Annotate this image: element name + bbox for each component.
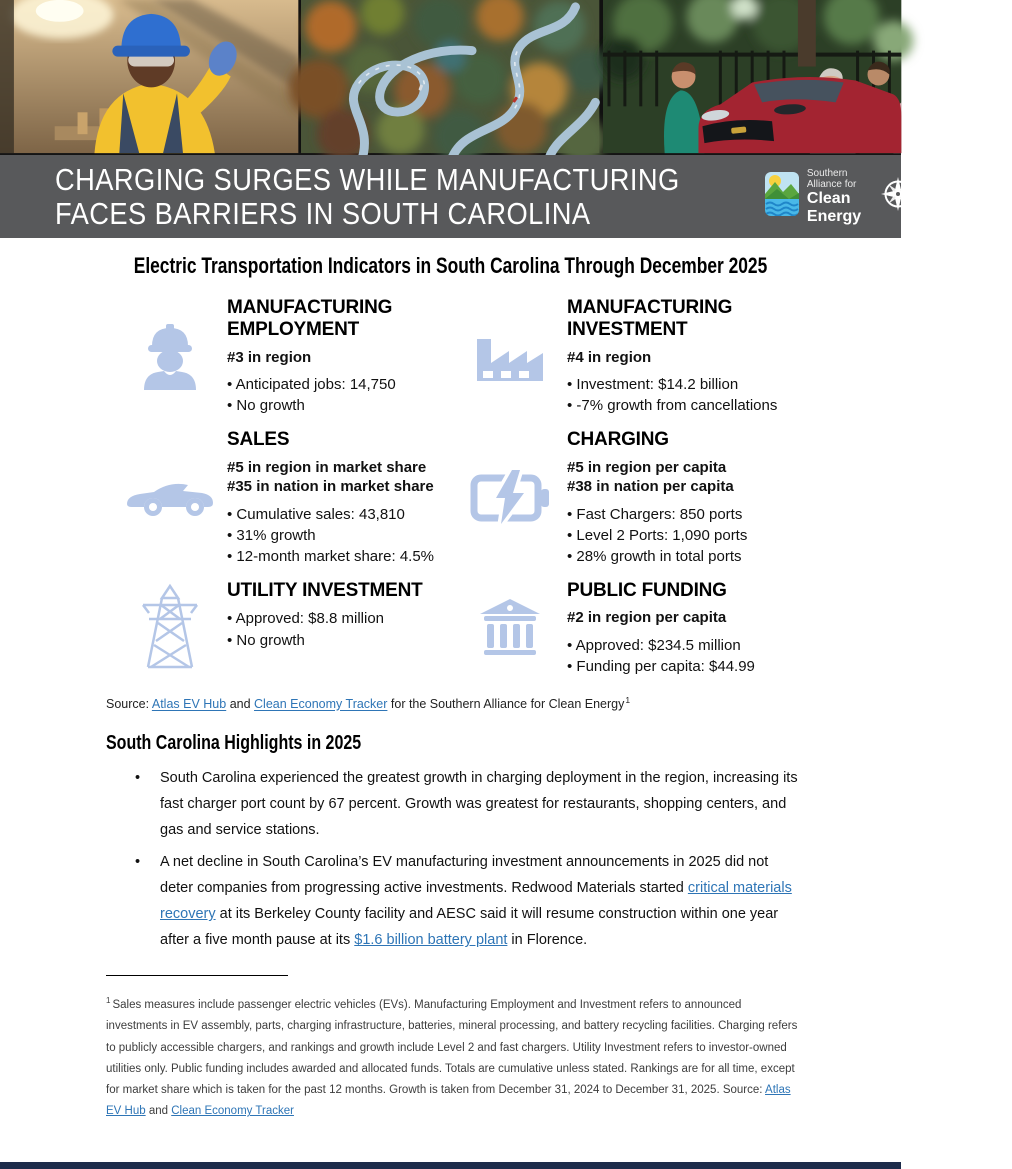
atlas-logo-name: ATLAS <box>922 179 1012 206</box>
page-title-line2: FACES BARRIERS IN SOUTH CAROLINA <box>55 195 591 231</box>
indicators-title: Electric Transportation Indicators in South Carolina Through December 2025 <box>133 253 768 278</box>
footnote <box>106 994 798 1122</box>
sace-logo-top: Southern Alliance for <box>806 167 857 190</box>
indicator-bullets <box>567 374 812 417</box>
sace-logo-icon <box>765 172 799 221</box>
footnote-ref: 1 <box>625 695 631 706</box>
page-title-line1: CHARGING SURGES WHILE MANUFACTURING <box>55 161 680 197</box>
sace-logo <box>765 168 861 225</box>
atlas-logo-tagline: PUBLIC POLICY <box>922 204 1004 214</box>
header-bar <box>0 155 1012 238</box>
footnote-text: Sales measures include passenger electric vehicles (EVs). Manufacturing Employment and Investment refers to announced investments in EV assembly, parts, charging infrastructure, batteries, mineral processing, and battery recycling facilities. Charging refers to publicly accessible chargers, and rankings and growth include Level 2 and fast chargers. Utility Investment refers to investor-owned utilities only. Public funding includes awarded and allocated funds. Totals are cumulative unless stated. Rankings are for all time, except for market share which is taken for the past 12 months. Growth is taken from December 31, 2024 to December 31, 2025. Source: <box>106 999 798 1097</box>
indicator-heading: SALES <box>227 428 290 450</box>
highlights-list <box>133 765 798 954</box>
atlas-logo-text <box>922 180 1012 213</box>
government-building-icon <box>462 578 557 678</box>
indicator-bullet: • Fast Chargers: 850 ports <box>567 504 812 525</box>
indicator-card-utility-investment <box>122 578 462 678</box>
logos <box>765 168 1012 225</box>
indicator-heading: UTILITY INVESTMENT <box>227 579 423 601</box>
indicator-rank: #35 in nation in market share <box>227 478 434 496</box>
indicator-rank: #3 in region <box>227 348 312 366</box>
content <box>0 238 901 1123</box>
atlas-logo <box>881 177 1012 216</box>
indicator-bullet: • Anticipated jobs: 14,750 <box>227 374 462 395</box>
indicator-card-sales <box>122 427 462 568</box>
photo-ev-delivery-group <box>603 0 901 152</box>
indicator-card-manufacturing-employment <box>122 295 462 417</box>
transmission-tower-icon <box>122 578 217 678</box>
highlight-item <box>133 765 798 843</box>
page-title <box>55 163 765 231</box>
indicator-card-charging <box>462 427 812 568</box>
indicator-bullets <box>227 374 462 417</box>
indicator-bullet: • 31% growth <box>227 525 462 546</box>
indicator-heading: MANUFACTURING INVESTMENT <box>567 297 733 340</box>
clean-economy-tracker-link[interactable]: Clean Economy Tracker <box>254 697 388 712</box>
indicator-card-public-funding <box>462 578 812 678</box>
photo-winding-road-aerial <box>301 0 599 152</box>
indicator-bullet: • Funding per capita: $44.99 <box>567 656 812 677</box>
sace-logo-bottom: Clean Energy <box>806 189 862 225</box>
indicator-rank: #38 in nation per capita <box>567 478 734 496</box>
photo-factory-worker <box>0 0 298 152</box>
photo-strip <box>0 0 901 155</box>
indicator-bullets <box>227 608 462 651</box>
footer-bar <box>0 1162 901 1169</box>
indicator-card-manufacturing-investment <box>462 295 812 417</box>
footnote-clean-economy-tracker-link[interactable]: Clean Economy Tracker <box>171 1105 294 1118</box>
source-line <box>106 695 901 711</box>
worker-icon <box>122 295 217 417</box>
highlight-text: South Carolina experienced the greatest growth in charging deployment in the region, increasing its fast charger port count by 67 percent. Growth was greatest for restaurants, shopping centers, and gas and service stations. <box>160 769 798 838</box>
indicator-rank: #2 in region per capita <box>567 609 727 627</box>
source-suffix: for the Southern Alliance for Clean Energy <box>387 697 625 712</box>
sace-logo-text <box>807 168 861 225</box>
indicator-bullets <box>227 504 462 568</box>
indicator-rank: #4 in region <box>567 348 652 366</box>
indicator-rank: #5 in region per capita <box>567 458 727 476</box>
footnote-rule <box>106 975 288 976</box>
indicator-heading: CHARGING <box>567 428 669 450</box>
source-prefix: Source: <box>106 697 152 712</box>
atlas-compass-icon <box>881 177 915 216</box>
indicator-bullet: • Cumulative sales: 43,810 <box>227 504 462 525</box>
highlight-text: at its Berkeley County facility and AESC said it will resume construction within one year after a five month pause at its <box>160 906 779 949</box>
highlight-item <box>133 849 798 953</box>
indicator-bullet: • Approved: $234.5 million <box>567 635 812 656</box>
indicator-bullet: • Approved: $8.8 million <box>227 608 462 629</box>
indicator-bullet: • 12-month market share: 4.5% <box>227 546 462 567</box>
source-conj: and <box>226 697 255 712</box>
factory-icon <box>462 295 557 417</box>
indicator-bullet: • Level 2 Ports: 1,090 ports <box>567 525 812 546</box>
atlas-ev-hub-link[interactable]: Atlas EV Hub <box>151 697 227 712</box>
footnote-marker: 1 <box>106 996 111 1006</box>
indicator-bullet: • 28% growth in total ports <box>567 546 812 567</box>
battery-charging-icon <box>462 427 557 568</box>
highlights-title: South Carolina Highlights in 2025 <box>106 731 362 754</box>
indicator-bullet: • Investment: $14.2 billion <box>567 374 812 395</box>
highlight-text: in Florence. <box>507 932 588 949</box>
indicator-bullets <box>567 504 812 568</box>
critical-materials-recovery-link[interactable]: critical materials recovery <box>160 879 792 923</box>
indicator-bullets <box>567 635 812 678</box>
convertible-car-icon <box>122 427 217 568</box>
battery-plant-link[interactable]: $1.6 billion battery plant <box>354 932 508 949</box>
highlight-text: A net decline in South Carolina’s EV manufacturing investment announcements in 2025 did not deter companies from progressing active investments. Redwood Materials started <box>160 853 769 896</box>
indicator-rank: #5 in region in market share <box>227 458 427 476</box>
indicator-bullet: • -7% growth from cancellations <box>567 395 812 416</box>
indicators-grid <box>122 295 901 687</box>
footnote-atlas-ev-hub-link[interactable]: Atlas EV Hub <box>106 1084 791 1118</box>
indicator-bullet: • No growth <box>227 630 462 651</box>
indicator-bullet: • No growth <box>227 395 462 416</box>
footnote-conj: and <box>145 1105 172 1118</box>
indicator-heading: PUBLIC FUNDING <box>567 579 727 601</box>
indicator-heading: MANUFACTURING EMPLOYMENT <box>227 297 393 340</box>
